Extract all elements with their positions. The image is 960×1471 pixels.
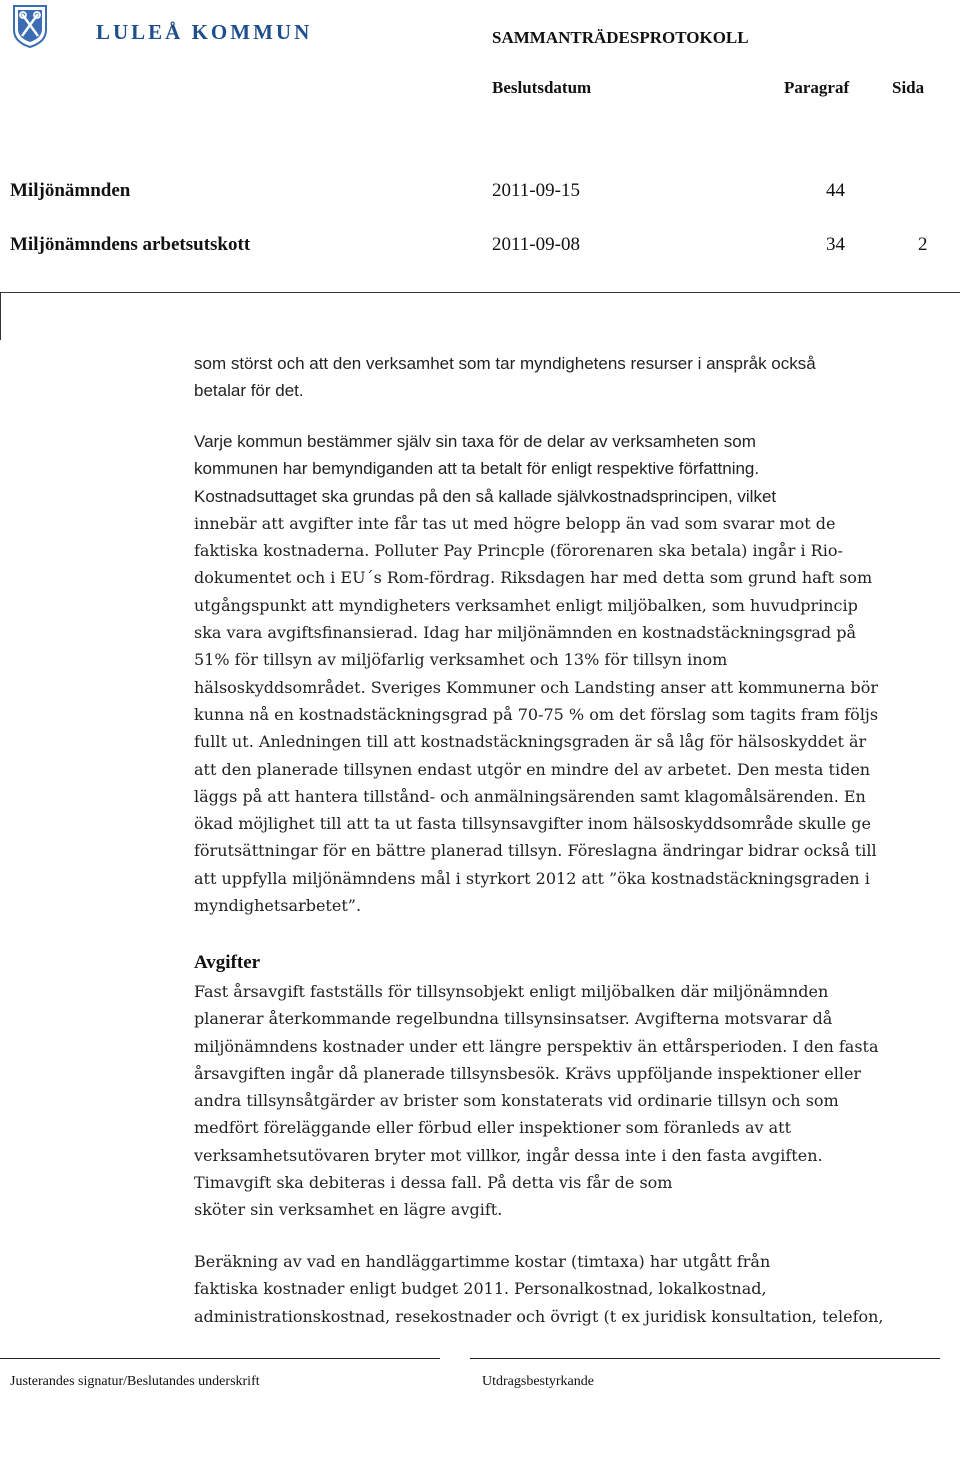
text-line: kunna nå en kostnadstäckningsgrad på 70-75 % om det förslag som tagits fram följs (194, 704, 879, 724)
brand-name: LULEÅ KOMMUN (96, 20, 313, 44)
text-line: andra tillsynsåtgärder av brister som konstaterats vid ordinarie tillsyn och som (194, 1091, 839, 1111)
header-divider (0, 292, 960, 293)
text-line: 51% för tillsyn av miljöfarlig verksamhet och 13% för tillsyn inom (194, 650, 728, 670)
meta-paragraph: 34 (826, 234, 845, 255)
meta-page: 2 (918, 234, 928, 255)
document-type: SAMMANTRÄDESPROTOKOLL (492, 28, 749, 47)
paragraph-taxa (194, 428, 878, 919)
text-line: Beräkning av vad en handläggartimme kostar (timtaxa) har utgått från (194, 1252, 771, 1271)
meta-body-name: Miljönämndens arbetsutskott (10, 234, 251, 255)
text-line: att uppfylla miljönämndens mål i styrkort 2012 att ”öka kostnadstäckningsgraden i (194, 868, 870, 888)
paragraph-timtaxa (194, 1248, 884, 1330)
certificate-line (470, 1358, 940, 1359)
margin-rule (0, 292, 1, 340)
text-line: dokumentet och i EU´s Rom-fördrag. Riksdagen har med detta som grund haft som (194, 568, 873, 588)
meta-date: 2011-09-15 (492, 180, 580, 201)
text-line: miljönämndens kostnader under ett längre perspektiv än ettårsperioden. I den fasta (194, 1036, 879, 1056)
text-line: myndighetsarbetet”. (194, 896, 362, 916)
column-header-page: Sida (892, 78, 925, 97)
text-line: Timavgift ska debiteras i dessa fall. På detta vis får de som (194, 1173, 673, 1193)
text-line: hälsoskyddsområdet. Sveriges Kommuner och Landsting anser att kommunerna bör (194, 677, 878, 697)
text-line: planerar återkommande regelbundna tillsynsinsatser. Avgifterna motsvarar då (194, 1009, 833, 1029)
signature-label: Justerandes signatur/Beslutandes underskrift (10, 1374, 260, 1389)
text-line: faktiska kostnader enligt budget 2011. Personalkostnad, lokalkostnad, (194, 1279, 767, 1299)
text-line: ska vara avgiftsfinansierad. Idag har miljönämnden en kostnadstäckningsgrad på (194, 623, 856, 643)
paragraph-avgifter (194, 978, 879, 1224)
certificate-label: Utdragsbestyrkande (482, 1374, 594, 1389)
text-line: utgångspunkt att myndigheters verksamhet enligt miljöbalken, som huvudprincip (194, 595, 858, 615)
signature-line (0, 1358, 440, 1359)
text-line: Varje kommun bestämmer själv sin taxa för de delar av verksamheten som (194, 432, 756, 451)
lulea-crest-icon (12, 4, 48, 48)
text-line: fullt ut. Anledningen till att kostnadstäckningsgraden är så låg för hälsoskyddet är (194, 732, 867, 752)
text-line: läggs på att hantera tillstånd- och anmälningsärenden samt klagomålsärenden. En (194, 786, 866, 806)
text-line: sköter sin verksamhet en lägre avgift. (194, 1200, 503, 1220)
text-line: ökad möjlighet till att ta ut fasta tillsynsavgifter inom hälsoskyddsområde skulle ge (194, 814, 871, 834)
text-line: verksamhetsutövaren bryter mot villkor, ingår dessa inte i den fasta avgiften. (194, 1145, 823, 1165)
column-header-paragraph: Paragraf (784, 78, 850, 97)
paragraph-continuation (194, 350, 816, 405)
section-heading-avgifter: Avgifter (194, 952, 261, 973)
meta-date: 2011-09-08 (492, 234, 580, 255)
text-line: årsavgiften ingår då planerade tillsynsbesök. Krävs uppföljande inspektioner eller (194, 1063, 862, 1083)
text-line: förutsättningar för en bättre planerad tillsyn. Föreslagna ändringar bidrar också till (194, 841, 877, 861)
text-line: Kostnadsuttaget ska grundas på den så kallade självkostnadsprincipen, vilket (194, 486, 777, 506)
text-line: kommunen har bemyndiganden att ta betalt för enligt respektive författning. (194, 459, 760, 479)
text-line: betalar för det. (194, 381, 304, 401)
text-line: Fast årsavgift fastställs för tillsynsobjekt enligt miljöbalken där miljönämnden (194, 982, 829, 1001)
column-header-date: Beslutsdatum (492, 78, 592, 97)
text-line: faktiska kostnaderna. Polluter Pay Princple (förorenaren ska betala) ingår i Rio- (194, 541, 843, 561)
meta-body-name: Miljönämnden (10, 180, 131, 201)
text-line: innebär att avgifter inte får tas ut med högre belopp än vad som svarar mot de (194, 513, 836, 533)
text-line: att den planerade tillsynen endast utgör en mindre del av arbetet. Den mesta tiden (194, 759, 871, 779)
text-line: medfört föreläggande eller förbud eller inspektioner som föranleds av att (194, 1118, 792, 1138)
text-line: administrationskostnad, resekostnader och övrigt (t ex juridisk konsultation, telefon, (194, 1306, 884, 1326)
text-line: som störst och att den verksamhet som tar myndighetens resurser i anspråk också (194, 354, 816, 373)
meta-paragraph: 44 (826, 180, 845, 201)
